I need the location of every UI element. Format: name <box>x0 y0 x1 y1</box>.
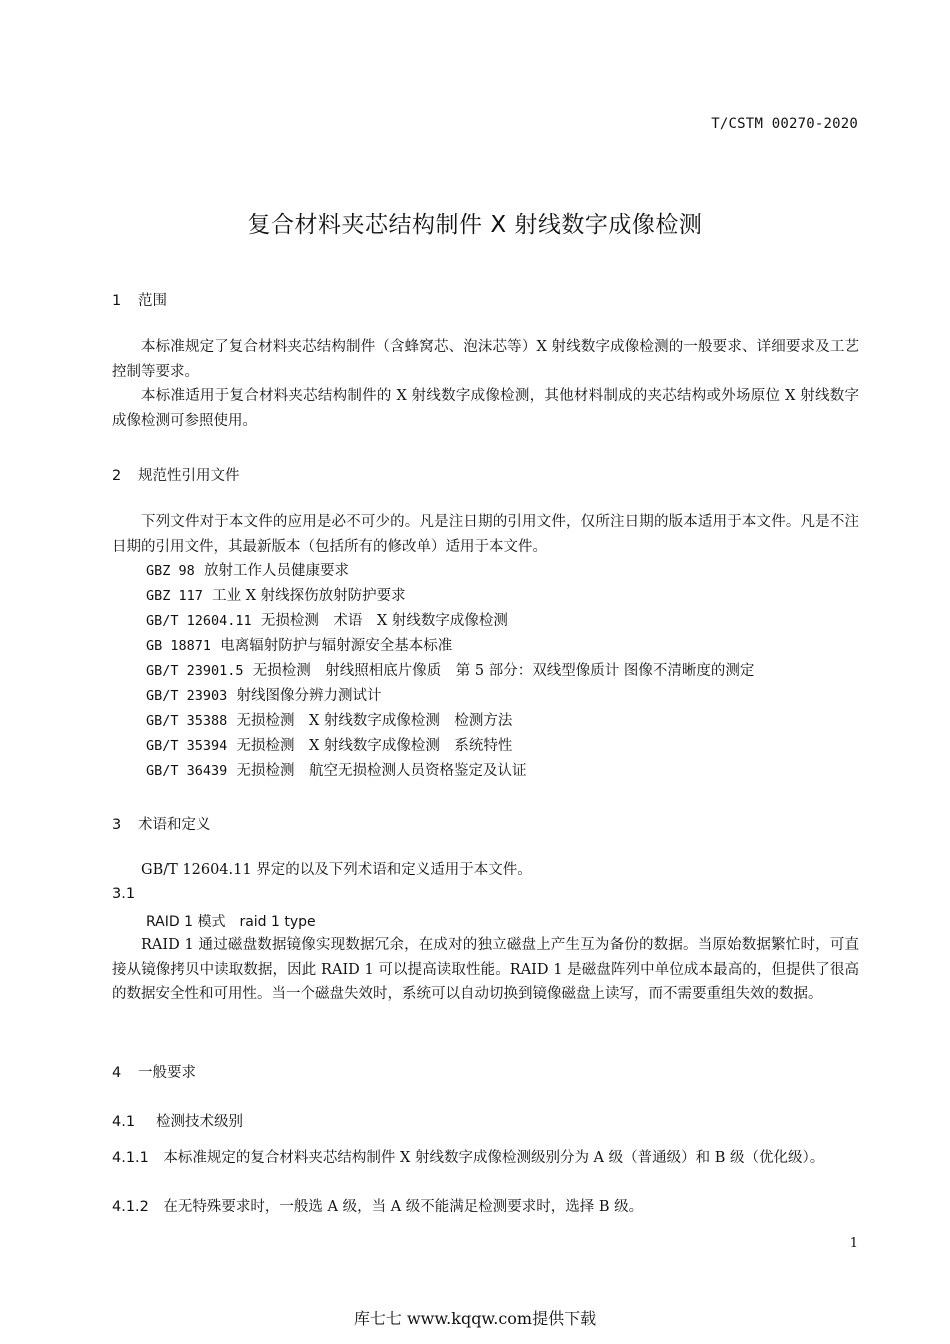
reference-item <box>146 634 452 658</box>
reference-code: GBZ 117 <box>146 588 203 604</box>
clause-text: 在无特殊要求时，一般选 A 级，当 A 级不能满足检测要求时，选择 B 级。 <box>163 1199 644 1215</box>
reference-item <box>146 584 406 608</box>
reference-title: 放射工作人员健康要求 <box>204 563 349 579</box>
reference-code: GB 18871 <box>146 638 212 654</box>
subsection-title: 检测技术级别 <box>156 1114 243 1130</box>
page-number: 1 <box>849 1236 858 1251</box>
clause-text: 本标准规定的复合材料夹芯结构制件 X 射线数字成像检测级别分为 A 级（普通级）和 B 级（优化级）。 <box>163 1150 825 1166</box>
clause-4-1-1 <box>112 1146 859 1171</box>
clause-4-1-2 <box>112 1195 859 1220</box>
section-1-paragraph-2: 本标准适用于复合材料夹芯结构制件的 X 射线数字成像检测，其他材料制成的夹芯结构或外场原位 X 射线数字成像检测可参照使用。 <box>112 388 859 429</box>
document-code: T/CSTM 00270-2020 <box>711 116 858 132</box>
reference-code: GB/T 12604.11 <box>146 613 252 629</box>
term-definition: RAID 1 通过磁盘数据镜像实现数据冗余，在成对的独立磁盘上产生互为备份的数据。当原始数据繁忙时，可直接从镜像拷贝中读取数据，因此 RAID 1 可以提高读取性能。RAID 1 是磁盘阵列中单位成本最高的，但提供了很高的数据安全性和可用性。当一个磁盘失效时，系统可以自动切换到镜像磁盘上读写，而不需要重组失效的数据。 <box>112 937 859 1002</box>
reference-title: 无损检测 X 射线数字成像检测 系统特性 <box>236 738 513 754</box>
document-title: 复合材料夹芯结构制件 X 射线数字成像检测 <box>247 212 703 238</box>
section-title: 术语和定义 <box>138 817 211 833</box>
reference-title: 电离辐射防护与辐射源安全基本标准 <box>220 638 453 654</box>
section-2-paragraph-1: 下列文件对于本文件的应用是必不可少的。凡是注日期的引用文件，仅所注日期的版本适用于本文件。凡是不注日期的引用文件，其最新版本（包括所有的修改单）适用于本文件。 <box>112 514 859 555</box>
reference-item <box>146 709 512 733</box>
section-number: 4 <box>112 1065 122 1081</box>
reference-title: 射线图像分辨力测试计 <box>236 688 382 704</box>
section-number: 1 <box>112 293 122 309</box>
section-title: 范围 <box>138 293 167 309</box>
reference-code: GBZ 98 <box>146 563 195 579</box>
reference-title: 无损检测 X 射线数字成像检测 检测方法 <box>236 713 513 729</box>
term-entry: RAID 1 模式 raid 1 type <box>146 914 316 930</box>
reference-item <box>146 759 527 783</box>
section-1-heading <box>112 289 167 310</box>
section-3-heading <box>112 813 211 834</box>
reference-item <box>146 609 508 633</box>
reference-title: 无损检测 术语 X 射线数字成像检测 <box>260 613 508 629</box>
reference-code: GB/T 35388 <box>146 713 228 729</box>
section-number: 3 <box>112 817 122 833</box>
section-2-heading <box>112 464 240 485</box>
section-title: 规范性引用文件 <box>138 468 240 484</box>
reference-item <box>146 559 349 583</box>
subsection-4-1-heading <box>112 1110 243 1131</box>
download-footer: 库七七 www.kqqw.com提供下载 <box>353 1309 597 1328</box>
section-number: 2 <box>112 468 122 484</box>
reference-title: 工业 X 射线探伤放射防护要求 <box>212 588 406 604</box>
reference-code: GB/T 23903 <box>146 688 228 704</box>
reference-title: 无损检测 射线照相底片像质 第 5 部分：双线型像质计 图像不清晰度的测定 <box>252 663 755 679</box>
reference-title: 无损检测 航空无损检测人员资格鉴定及认证 <box>236 763 527 779</box>
reference-code: GB/T 35394 <box>146 738 228 754</box>
section-1-paragraph-1: 本标准规定了复合材料夹芯结构制件（含蜂窝芯、泡沫芯等）X 射线数字成像检测的一般要求、详细要求及工艺控制等要求。 <box>112 339 859 380</box>
reference-code: GB/T 36439 <box>146 763 228 779</box>
reference-item <box>146 659 754 683</box>
reference-item <box>146 684 382 708</box>
section-4-heading <box>112 1061 196 1082</box>
section-title: 一般要求 <box>138 1065 196 1081</box>
reference-item <box>146 734 512 758</box>
reference-code: GB/T 23901.5 <box>146 663 244 679</box>
subsection-number: 4.1 <box>112 1114 136 1130</box>
section-3-paragraph-1: GB/T 12604.11 界定的以及下列术语和定义适用于本文件。 <box>141 862 532 878</box>
subsection-3-1-number: 3.1 <box>112 886 136 902</box>
clause-number: 4.1.2 <box>112 1199 149 1215</box>
clause-number: 4.1.1 <box>112 1150 149 1166</box>
